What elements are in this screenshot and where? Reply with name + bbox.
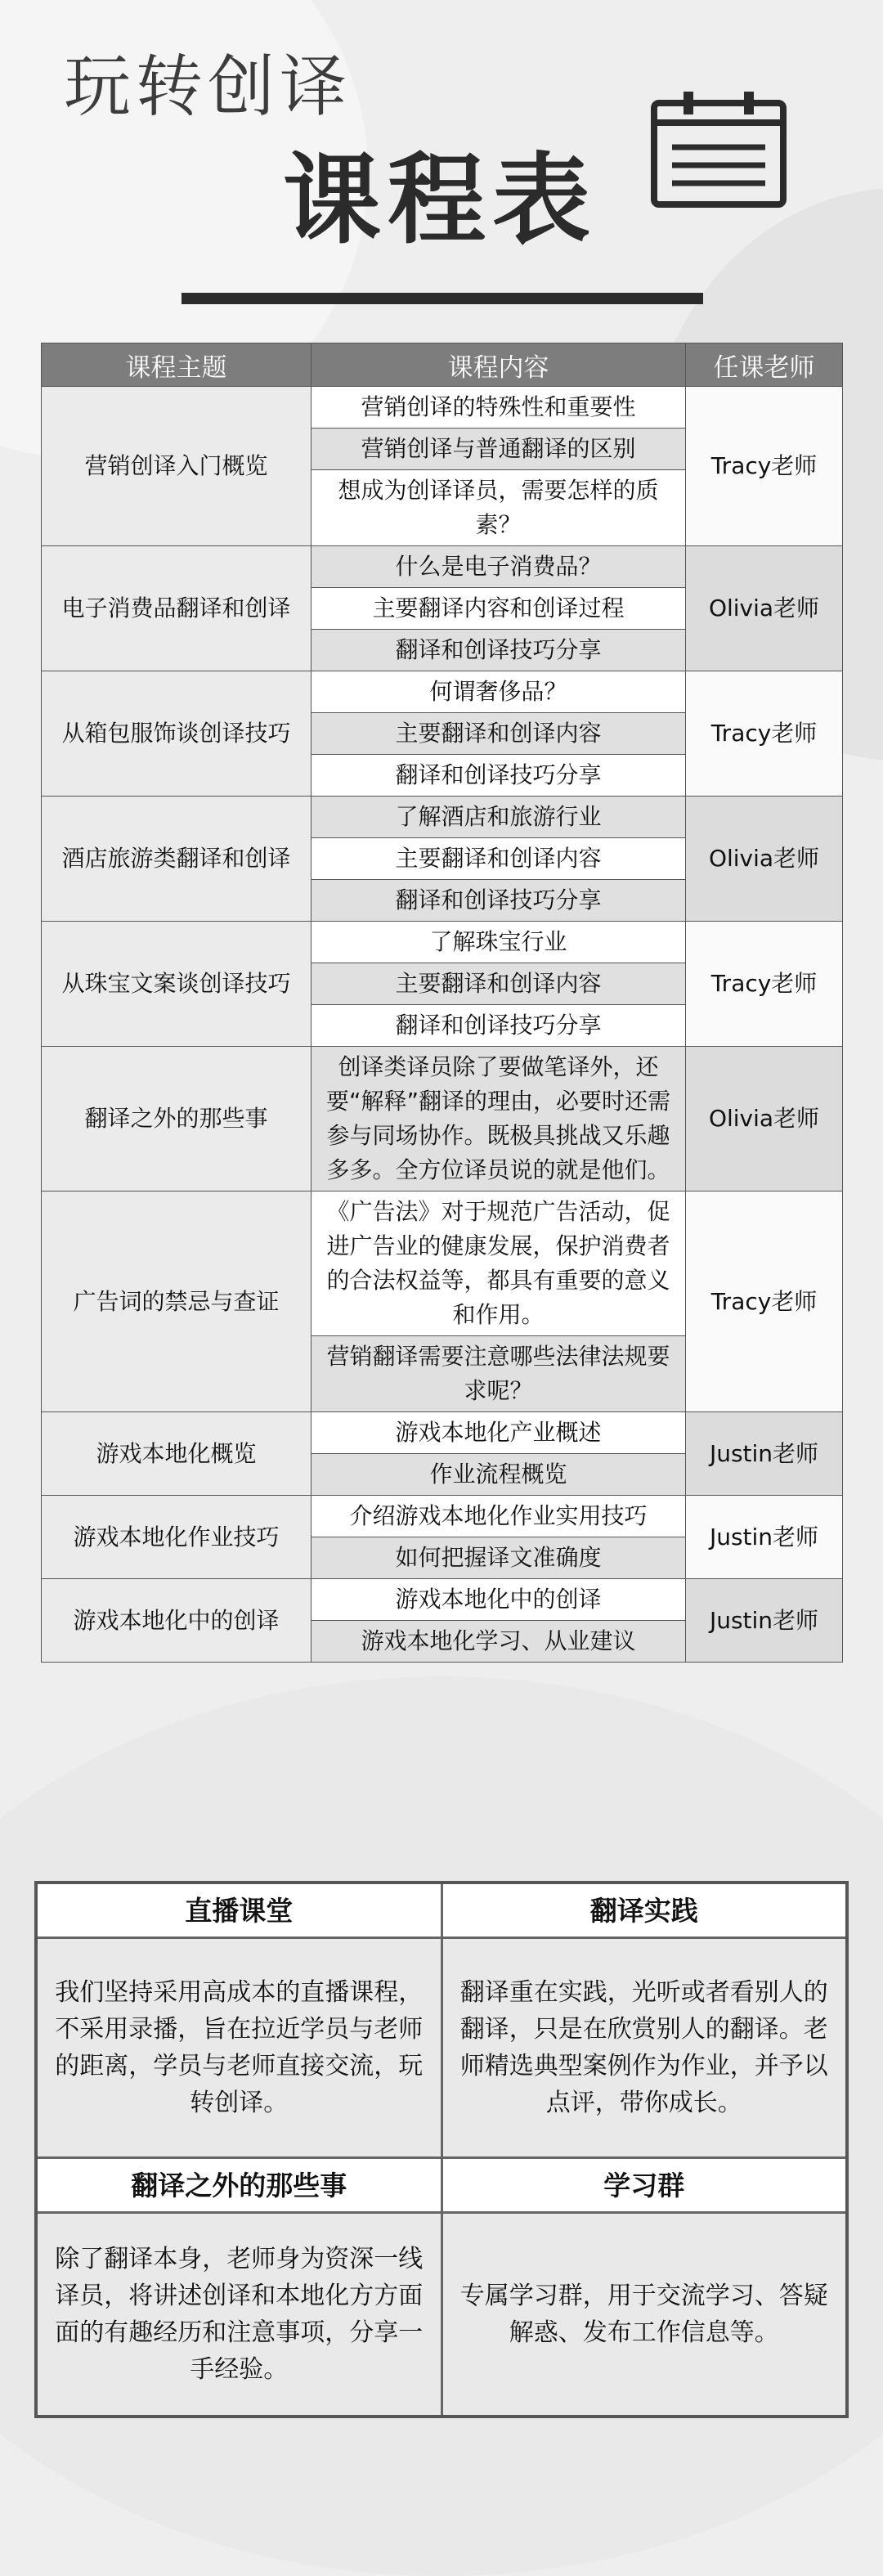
course-topic: 游戏本地化中的创译 (42, 1579, 312, 1663)
course-content: 主要翻译和创译内容 (312, 838, 686, 880)
course-content: 主要翻译内容和创译过程 (312, 588, 686, 630)
feature-text-practice: 翻译重在实践，光听或者看别人的翻译，只是在欣赏别人的翻译。老师精选典型案例作为作业，并予以点评，带你成长。 (441, 1938, 847, 2158)
subtitle: 玩转创译 (64, 48, 352, 126)
course-topic: 电子消费品翻译和创译 (42, 546, 312, 671)
feature-title-practice: 翻译实践 (441, 1883, 847, 1938)
course-teacher: Tracy老师 (686, 1192, 843, 1412)
course-content: 翻译和创译技巧分享 (312, 1005, 686, 1047)
course-teacher: Tracy老师 (686, 922, 843, 1047)
table-header-row (42, 343, 843, 387)
course-topic: 翻译之外的那些事 (42, 1047, 312, 1192)
course-content: 了解珠宝行业 (312, 922, 686, 963)
course-topic: 营销创译入门概览 (42, 387, 312, 546)
course-content: 了解酒店和旅游行业 (312, 797, 686, 838)
feature-text-beyond-translation: 除了翻译本身，老师身为资深一线译员，将讲述创译和本地化方方面面的有趣经历和注意事项，分享一手经验。 (36, 2213, 441, 2417)
course-content: 什么是电子消费品？ (312, 546, 686, 588)
course-content: 翻译和创译技巧分享 (312, 755, 686, 797)
course-schedule-table (41, 343, 843, 1663)
course-teacher: Justin老师 (686, 1412, 843, 1496)
course-content: 营销创译的特殊性和重要性 (312, 387, 686, 429)
table-row (42, 671, 843, 713)
course-content: 翻译和创译技巧分享 (312, 630, 686, 671)
course-content: 游戏本地化中的创译 (312, 1579, 686, 1621)
course-content: 作业流程概览 (312, 1454, 686, 1496)
table-row (42, 546, 843, 588)
course-teacher: Tracy老师 (686, 671, 843, 797)
column-header-teacher: 任课老师 (686, 343, 843, 387)
course-content: 主要翻译和创译内容 (312, 713, 686, 755)
course-topic: 广告词的禁忌与查证 (42, 1192, 312, 1412)
features-table (34, 1881, 849, 2418)
title-underline (182, 293, 703, 304)
course-topic: 游戏本地化作业技巧 (42, 1496, 312, 1579)
table-row (42, 387, 843, 429)
course-content: 想成为创译译员，需要怎样的质素？ (312, 470, 686, 546)
table-row (42, 1412, 843, 1454)
course-teacher: Justin老师 (686, 1579, 843, 1663)
table-row (42, 1496, 843, 1537)
feature-title-beyond-translation: 翻译之外的那些事 (36, 2158, 441, 2213)
course-content: 何谓奢侈品？ (312, 671, 686, 713)
course-content: 游戏本地化产业概述 (312, 1412, 686, 1454)
course-content: 如何把握译文准确度 (312, 1537, 686, 1579)
course-teacher: Olivia老师 (686, 546, 843, 671)
course-topic: 酒店旅游类翻译和创译 (42, 797, 312, 922)
course-content: 游戏本地化学习、从业建议 (312, 1621, 686, 1663)
course-content: 营销翻译需要注意哪些法律法规要求呢？ (312, 1336, 686, 1412)
calendar-icon (651, 88, 787, 208)
course-content: 介绍游戏本地化作业实用技巧 (312, 1496, 686, 1537)
page-title: 课程表 (283, 144, 597, 258)
course-teacher: Olivia老师 (686, 797, 843, 922)
feature-title-live-class: 直播课堂 (36, 1883, 441, 1938)
course-content: 翻译和创译技巧分享 (312, 880, 686, 922)
table-row (42, 797, 843, 838)
course-topic: 从箱包服饰谈创译技巧 (42, 671, 312, 797)
course-topic: 游戏本地化概览 (42, 1412, 312, 1496)
table-row (42, 1047, 843, 1192)
course-teacher: Olivia老师 (686, 1047, 843, 1192)
feature-title-study-group: 学习群 (441, 2158, 847, 2213)
course-teacher: Tracy老师 (686, 387, 843, 546)
table-row (42, 1579, 843, 1621)
course-content: 主要翻译和创译内容 (312, 963, 686, 1005)
table-row (42, 922, 843, 963)
column-header-content: 课程内容 (312, 343, 686, 387)
course-content: 《广告法》对于规范广告活动，促进广告业的健康发展，保护消费者的合法权益等，都具有重要的意义和作用。 (312, 1192, 686, 1336)
feature-text-live-class: 我们坚持采用高成本的直播课程，不采用录播，旨在拉近学员与老师的距离，学员与老师直接交流，玩转创译。 (36, 1938, 441, 2158)
course-content: 创译类译员除了要做笔译外，还要“解释”翻译的理由，必要时还需参与同场协作。既极具挑战又乐趣多多。全方位译员说的就是他们。 (312, 1047, 686, 1192)
table-row (42, 1192, 843, 1336)
course-topic: 从珠宝文案谈创译技巧 (42, 922, 312, 1047)
feature-text-study-group: 专属学习群，用于交流学习、答疑解惑、发布工作信息等。 (441, 2213, 847, 2417)
column-header-topic: 课程主题 (42, 343, 312, 387)
course-content: 营销创译与普通翻译的区别 (312, 429, 686, 470)
course-teacher: Justin老师 (686, 1496, 843, 1579)
